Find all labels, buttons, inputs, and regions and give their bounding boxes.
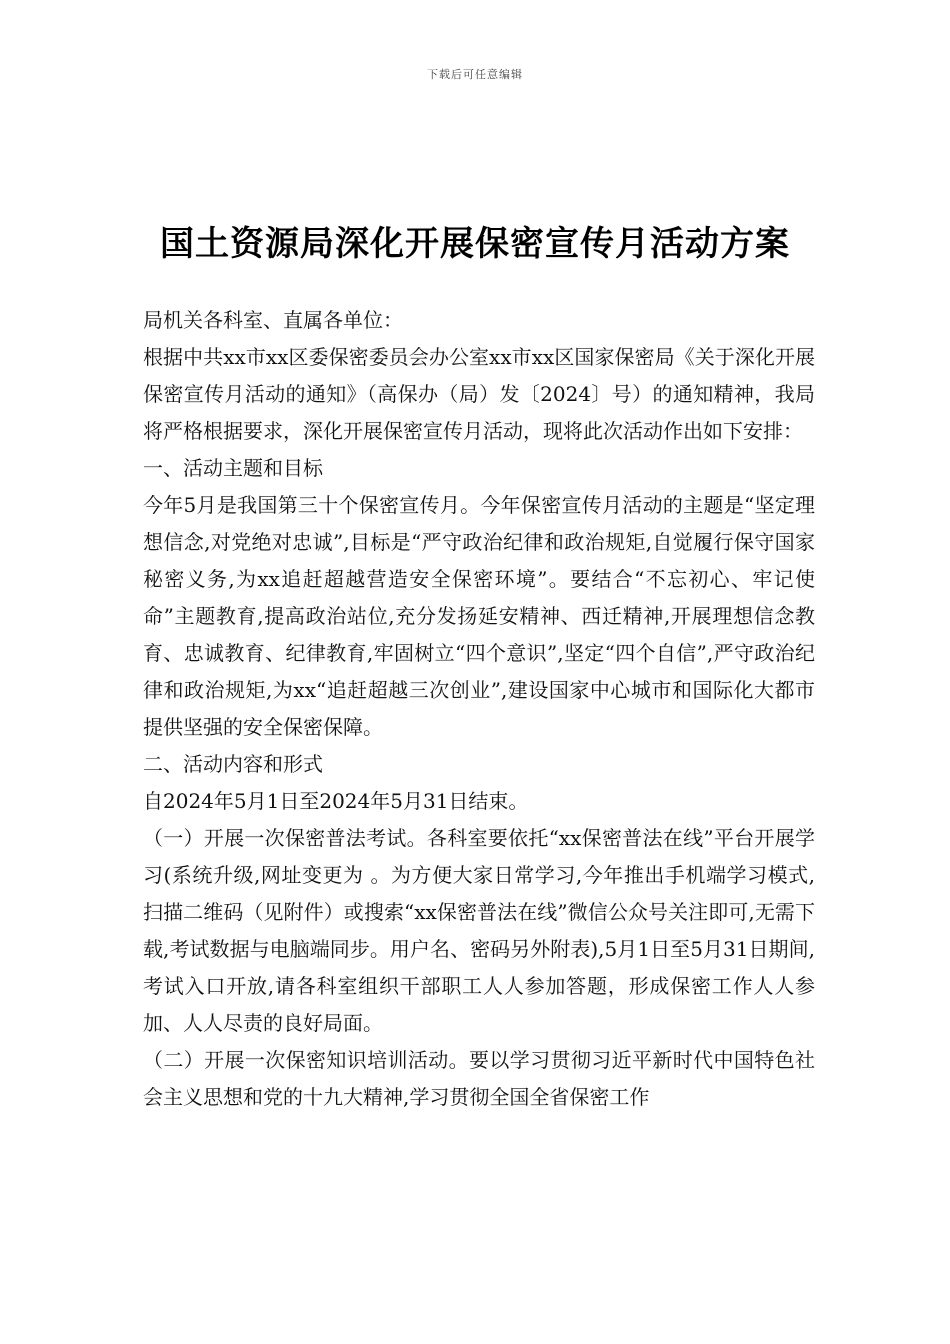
intro-paragraph: 根据中共xx市xx区委保密委员会办公室xx市xx区国家保密局《关于深化开展保密宣传月活动的通知》（高保办（局）发〔2024〕号）的通知精神，我局将严格根据要求，深化开展保密宣传月活动，现将此次活动作出如下安排：: [143, 345, 815, 443]
date-range-paragraph: 自2024年5月1日至2024年5月31日结束。: [143, 789, 529, 813]
page-header-note: 下载后可任意编辑: [427, 68, 523, 81]
item-one-paragraph: （一）开展一次保密普法考试。各科室要依托“xx保密普法在线”平台开展学习(系统升级,网址变更为 。为方便大家日常学习,今年推出手机端学习模式,扫描二维码（见附件）或搜索“xx保密普法在线”微信公众号关注即可,无需下载,考试数据与电脑端同步。用户名、密码另外附表),5月1日至5月31日期间,考试入口开放,请各科室组织干部职工人人参加答题，形成保密工作人人参加、人人尽责的良好局面。: [143, 826, 815, 1035]
section-heading-content: 二、活动内容和形式: [143, 752, 323, 776]
section-heading-theme: 一、活动主题和目标: [143, 456, 323, 480]
document-body: [143, 302, 815, 1116]
theme-paragraph: 今年5月是我国第三十个保密宣传月。今年保密宣传月活动的主题是“坚定理想信念,对党绝对忠诚”,目标是“严守政治纪律和政治规矩,自觉履行保守国家秘密义务,为xx追赶超越营造安全保密环境”。要结合“不忘初心、牢记使命”主题教育,提高政治站位,充分发扬延安精神、西迁精神,开展理想信念教育、忠诚教育、纪律教育,牢固树立“四个意识”,坚定“四个自信”,严守政治纪律和政治规矩,为xx“追赶超越三次创业”,建设国家中心城市和国际化大都市提供坚强的安全保密保障。: [143, 493, 815, 739]
document-title: 国土资源局深化开展保密宣传月活动方案: [160, 224, 790, 264]
item-two-paragraph: （二）开展一次保密知识培训活动。要以学习贯彻习近平新时代中国特色社会主义思想和党的十九大精神,学习贯彻全国全省保密工作: [143, 1048, 815, 1109]
salutation: 局机关各科室、直属各单位：: [143, 308, 403, 332]
